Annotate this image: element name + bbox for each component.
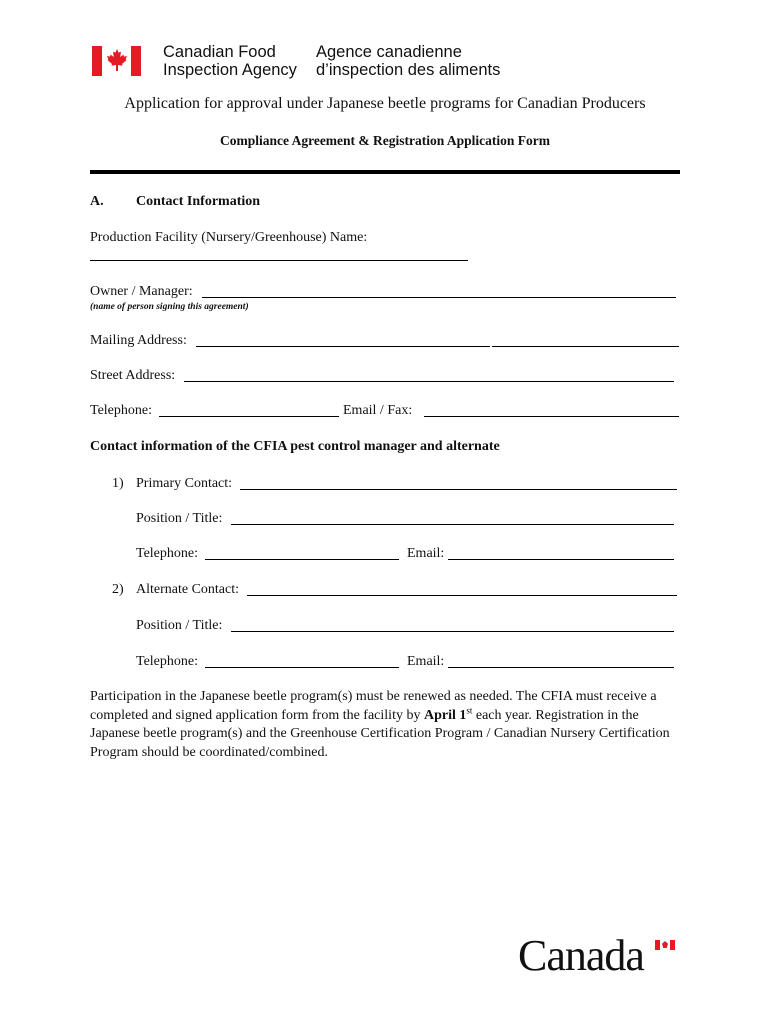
participation-text-1: Participation in the Japanese beetle program(s) must be renewed as needed. The CFIA must receive a completed and signed application form from the facility by xyxy=(90,689,657,723)
telephone-field[interactable] xyxy=(159,416,339,417)
primary-contact-field[interactable] xyxy=(240,489,677,490)
alternate-telephone-label: Telephone: xyxy=(136,654,198,669)
street-address-field[interactable] xyxy=(184,381,674,382)
primary-email-label: Email: xyxy=(407,546,445,561)
owner-manager-field[interactable] xyxy=(202,297,676,298)
owner-manager-note: (name of person signing this agreement) xyxy=(90,302,249,312)
mailing-address-label: Mailing Address: xyxy=(90,333,187,348)
facility-name-field[interactable] xyxy=(90,260,468,261)
header-divider xyxy=(90,170,680,174)
primary-position-label: Position / Title: xyxy=(136,511,223,526)
agency-name-fr xyxy=(316,43,500,79)
alternate-email-field[interactable] xyxy=(448,667,674,668)
telephone-label: Telephone: xyxy=(90,403,152,418)
participation-text-2: each year. Registration in the Japanese beetle program(s) and the Greenhouse Certification Program / Canadian Nursery Certification Program should be coordinated/combined. xyxy=(90,707,670,760)
agency-name-en-line1: Canadian Food xyxy=(163,43,276,61)
document-title: Application for approval under Japanese beetle programs for Canadian Producers xyxy=(124,95,646,112)
email-fax-label: Email / Fax: xyxy=(343,403,413,418)
street-address-label: Street Address: xyxy=(90,368,176,383)
flag-left-bar xyxy=(92,46,102,76)
facility-name-label: Production Facility (Nursery/Greenhouse) Name: xyxy=(90,230,368,245)
primary-telephone-label: Telephone: xyxy=(136,546,198,561)
mailing-address-field[interactable] xyxy=(196,346,490,347)
wordmark-flag-right xyxy=(670,940,675,950)
agency-name-fr-line1: Agence canadienne xyxy=(316,43,462,61)
alternate-position-field[interactable] xyxy=(231,631,674,632)
primary-position-field[interactable] xyxy=(231,524,674,525)
alternate-contact-number: 2) xyxy=(112,582,124,597)
alternate-email-label: Email: xyxy=(407,654,445,669)
section-number: A. xyxy=(90,194,104,209)
participation-deadline: April 1 xyxy=(423,707,467,723)
cfia-contacts-heading: Contact information of the CFIA pest control manager and alternate xyxy=(90,439,500,454)
primary-email-field[interactable] xyxy=(448,559,674,560)
alternate-telephone-field[interactable] xyxy=(205,667,399,668)
email-fax-field[interactable] xyxy=(424,416,679,417)
primary-contact-label: Primary Contact: xyxy=(136,476,233,491)
agency-name-fr-line2: d’inspection des aliments xyxy=(316,61,501,79)
flag-right-bar xyxy=(131,46,141,76)
agency-name-en xyxy=(163,43,297,79)
mailing-address-field-2[interactable] xyxy=(492,346,679,347)
primary-telephone-field[interactable] xyxy=(205,559,399,560)
alternate-position-label: Position / Title: xyxy=(136,618,223,633)
alternate-contact-field[interactable] xyxy=(247,595,677,596)
agency-name-en-line2: Inspection Agency xyxy=(163,61,297,79)
participation-deadline-suffix: st xyxy=(466,704,473,715)
document-subtitle: Compliance Agreement & Registration Application Form xyxy=(219,133,551,148)
maple-leaf-icon xyxy=(107,49,127,71)
owner-manager-label: Owner / Manager: xyxy=(90,284,193,299)
section-heading: Contact Information xyxy=(136,194,261,209)
participation-paragraph xyxy=(90,688,690,762)
alternate-contact-label: Alternate Contact: xyxy=(136,582,240,597)
primary-contact-number: 1) xyxy=(112,476,124,491)
canada-wordmark: Canada xyxy=(518,931,644,980)
